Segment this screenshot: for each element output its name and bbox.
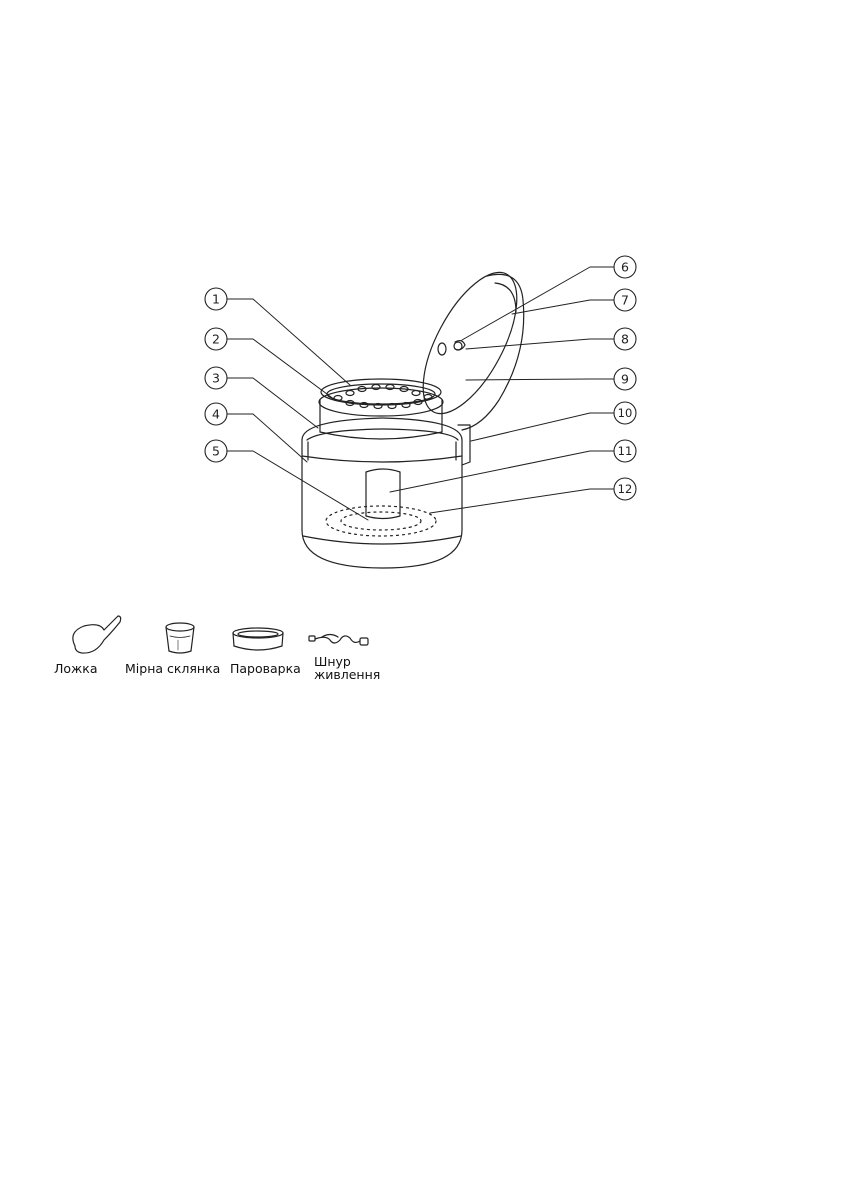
- callout-number-7: 7: [621, 292, 629, 308]
- steamer-icon: [233, 628, 283, 650]
- inner-bowl: [319, 379, 443, 439]
- callout-circles: [205, 256, 636, 500]
- heating-plate: [326, 506, 436, 536]
- cup-label: Мірна склянка: [125, 661, 221, 676]
- callout-number-4: 4: [212, 406, 220, 422]
- spoon-label: Ложка: [54, 661, 98, 676]
- callout-number-1: 1: [212, 291, 220, 307]
- callout-number-3: 3: [212, 370, 220, 386]
- spoon-icon: [73, 616, 121, 653]
- measuring-cup-icon: [166, 623, 194, 653]
- callout-number-12: 12: [617, 482, 633, 496]
- callout-number-10: 10: [617, 406, 633, 420]
- lid: [404, 259, 536, 430]
- callout-number-5: 5: [212, 443, 220, 459]
- callout-number-9: 9: [621, 371, 629, 387]
- callout-number-6: 6: [621, 259, 629, 275]
- steam-valve: [438, 343, 446, 355]
- callout-number-2: 2: [212, 331, 220, 347]
- steamer-label: Пароварка: [230, 661, 301, 676]
- callout-number-11: 11: [617, 444, 633, 458]
- callout-number-8: 8: [621, 331, 629, 347]
- cord-label-line2: живлення: [314, 667, 381, 682]
- control-panel: [366, 469, 400, 519]
- cooker-body: [302, 418, 470, 568]
- cord-label-line1: Шнур: [314, 654, 351, 669]
- power-cord-icon: [309, 635, 368, 646]
